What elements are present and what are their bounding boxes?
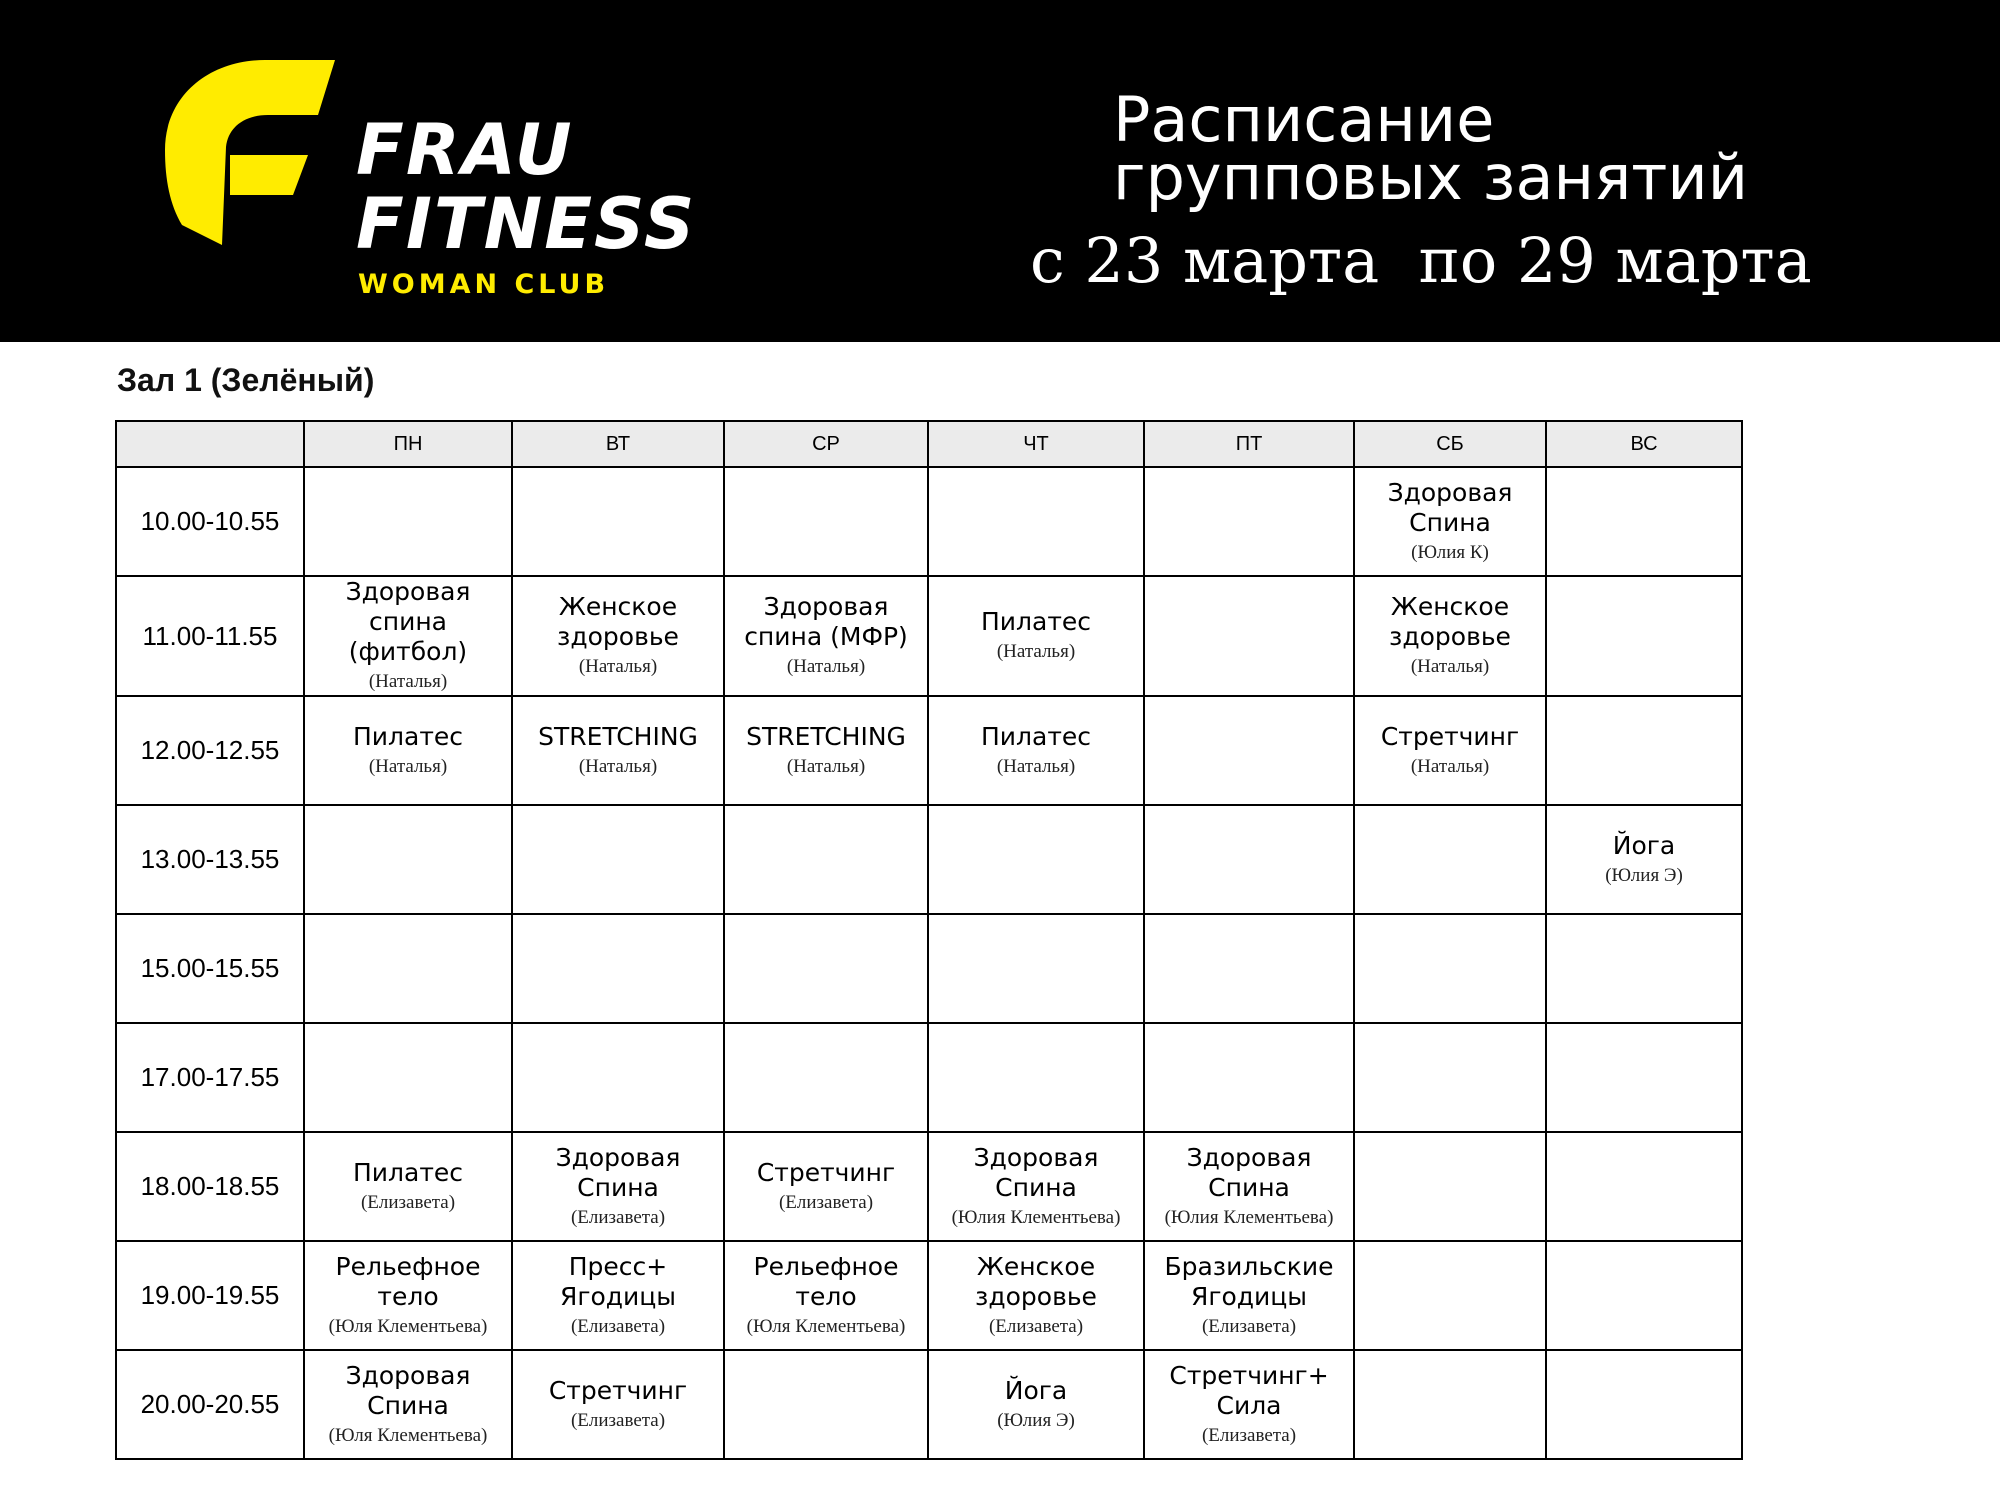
class-cell <box>304 1023 512 1132</box>
class-cell <box>928 1023 1144 1132</box>
day-header: ВС <box>1546 421 1742 467</box>
day-header: СР <box>724 421 928 467</box>
class-name: Здоровая Спина <box>345 1360 471 1420</box>
class-name: Стретчинг <box>548 1375 688 1405</box>
class-name: Здоровая Спина <box>1387 477 1513 537</box>
class-name: Йога <box>1004 1375 1068 1405</box>
time-slot: 10.00-10.55 <box>116 467 304 576</box>
header-row <box>116 421 1742 467</box>
class-cell <box>1354 1132 1546 1241</box>
table-row <box>116 1241 1742 1350</box>
class-cell <box>928 1132 1144 1241</box>
table-row <box>116 696 1742 805</box>
class-name: STRETCHING <box>538 721 698 751</box>
class-name: Стретчинг+ Сила <box>1169 1360 1329 1420</box>
class-cell <box>1354 805 1546 914</box>
class-cell <box>304 696 512 805</box>
class-cell <box>724 576 928 696</box>
schedule-title-line2: групповых занятий <box>1113 141 1749 214</box>
class-cell <box>724 1350 928 1459</box>
class-name: Женское здоровье <box>1389 592 1511 651</box>
schedule-table <box>115 420 1743 1460</box>
class-cell <box>724 1132 928 1241</box>
class-teacher: (Наталья) <box>996 755 1076 777</box>
class-teacher: (Елизавета) <box>1201 1424 1297 1446</box>
class-cell <box>928 576 1144 696</box>
class-cell <box>1546 805 1742 914</box>
class-cell <box>1144 805 1354 914</box>
schedule-dates: с 23 марта по 29 марта <box>1030 224 1812 297</box>
class-teacher: (Юля Клементьева) <box>328 1315 488 1337</box>
brand-tagline: WOMAN CLUB <box>358 269 610 300</box>
class-teacher: (Елизавета) <box>570 1206 666 1228</box>
class-cell <box>512 805 724 914</box>
class-teacher: (Юлия Э) <box>1605 864 1683 886</box>
time-slot: 18.00-18.55 <box>116 1132 304 1241</box>
class-teacher: (Наталья) <box>368 755 448 777</box>
class-cell <box>1354 914 1546 1023</box>
time-slot: 17.00-17.55 <box>116 1023 304 1132</box>
class-teacher: (Елизавета) <box>1201 1315 1297 1337</box>
time-slot: 13.00-13.55 <box>116 805 304 914</box>
class-name: Пилатес <box>980 607 1092 636</box>
class-cell <box>512 696 724 805</box>
class-cell <box>1546 576 1742 696</box>
day-header: ПН <box>304 421 512 467</box>
class-cell <box>512 1350 724 1459</box>
class-teacher: (Юлия Клементьева) <box>951 1206 1121 1228</box>
class-name: Здоровая Спина <box>555 1142 681 1202</box>
class-teacher: (Елизавета) <box>570 1409 666 1431</box>
class-name: Пилатес <box>352 1157 464 1187</box>
class-name: Рельефное тело <box>753 1251 899 1311</box>
class-cell <box>1144 467 1354 576</box>
class-cell <box>512 467 724 576</box>
class-name: STRETCHING <box>746 721 906 751</box>
class-teacher: (Наталья) <box>368 671 448 692</box>
class-name: Пресс+ Ягодицы <box>559 1251 677 1311</box>
class-name: Стретчинг <box>756 1157 896 1187</box>
class-cell <box>1546 1241 1742 1350</box>
class-teacher: (Юлия К) <box>1411 541 1489 563</box>
class-cell <box>304 805 512 914</box>
schedule-body <box>116 467 1742 1459</box>
class-cell <box>1354 576 1546 696</box>
class-name: Йога <box>1612 830 1676 860</box>
brand-logo <box>160 55 780 305</box>
class-name: Здоровая спина (фитбол) <box>345 577 471 666</box>
time-slot: 19.00-19.55 <box>116 1241 304 1350</box>
time-slot: 20.00-20.55 <box>116 1350 304 1459</box>
table-row <box>116 914 1742 1023</box>
class-cell <box>1546 696 1742 805</box>
class-cell <box>1354 1350 1546 1459</box>
class-name: Здоровая Спина <box>1186 1142 1312 1202</box>
class-name: Здоровая спина (МФР) <box>744 592 908 651</box>
class-cell <box>304 467 512 576</box>
day-header: ВТ <box>512 421 724 467</box>
time-slot: 15.00-15.55 <box>116 914 304 1023</box>
class-teacher: (Юля Клементьева) <box>746 1315 906 1337</box>
table-row <box>116 467 1742 576</box>
class-teacher: (Наталья) <box>996 641 1076 662</box>
class-cell <box>724 467 928 576</box>
class-cell <box>928 914 1144 1023</box>
table-row <box>116 1350 1742 1459</box>
class-cell <box>1354 467 1546 576</box>
class-cell <box>1144 914 1354 1023</box>
class-cell <box>1354 1241 1546 1350</box>
class-name: Бразильские Ягодицы <box>1164 1251 1334 1311</box>
table-row <box>116 576 1742 696</box>
class-teacher: (Наталья) <box>786 656 866 677</box>
day-header: ПТ <box>1144 421 1354 467</box>
brand-name-line1: FRAU <box>356 109 574 191</box>
class-cell <box>724 914 928 1023</box>
class-cell <box>512 576 724 696</box>
class-teacher: (Юля Клементьева) <box>328 1424 488 1446</box>
class-name: Здоровая Спина <box>973 1142 1099 1202</box>
class-teacher: (Наталья) <box>578 656 658 677</box>
class-cell <box>1546 467 1742 576</box>
corner-cell <box>116 421 304 467</box>
table-row <box>116 1023 1742 1132</box>
class-cell <box>304 1350 512 1459</box>
table-row <box>116 1132 1742 1241</box>
class-cell <box>928 696 1144 805</box>
class-teacher: (Елизавета) <box>570 1315 666 1337</box>
class-cell <box>724 1023 928 1132</box>
day-header: СБ <box>1354 421 1546 467</box>
class-cell <box>304 1241 512 1350</box>
class-cell <box>512 1023 724 1132</box>
class-cell <box>1144 1350 1354 1459</box>
class-cell <box>928 1241 1144 1350</box>
class-cell <box>1144 1132 1354 1241</box>
class-teacher: (Юлия Э) <box>997 1409 1075 1431</box>
class-cell <box>1546 914 1742 1023</box>
hall-title: Зал 1 (Зелёный) <box>117 362 375 398</box>
class-cell <box>512 914 724 1023</box>
class-cell <box>724 805 928 914</box>
class-cell <box>304 576 512 696</box>
class-cell <box>928 467 1144 576</box>
schedule-title-line1: Расписание <box>1113 83 1495 156</box>
class-cell <box>724 1241 928 1350</box>
class-cell <box>1546 1132 1742 1241</box>
class-teacher: (Наталья) <box>1410 755 1490 777</box>
class-name: Женское здоровье <box>975 1251 1097 1311</box>
class-cell <box>1144 696 1354 805</box>
class-cell <box>304 1132 512 1241</box>
class-name: Рельефное тело <box>335 1251 481 1311</box>
class-cell <box>512 1132 724 1241</box>
class-teacher: (Елизавета) <box>360 1191 456 1213</box>
class-cell <box>1546 1023 1742 1132</box>
class-cell <box>1354 696 1546 805</box>
brand-name-line2: FITNESS <box>356 183 697 265</box>
class-cell <box>928 805 1144 914</box>
frau-f-logo-icon <box>160 55 340 245</box>
class-name: Пилатес <box>352 721 464 751</box>
class-name: Женское здоровье <box>557 592 679 651</box>
table-row <box>116 805 1742 914</box>
class-cell <box>1144 576 1354 696</box>
time-slot: 12.00-12.55 <box>116 696 304 805</box>
day-header: ЧТ <box>928 421 1144 467</box>
class-teacher: (Наталья) <box>578 755 658 777</box>
class-cell <box>512 1241 724 1350</box>
class-teacher: (Елизавета) <box>988 1315 1084 1337</box>
class-name: Пилатес <box>980 721 1092 751</box>
class-teacher: (Юлия Клементьева) <box>1164 1206 1334 1228</box>
class-teacher: (Наталья) <box>1410 656 1490 677</box>
time-slot: 11.00-11.55 <box>116 576 304 696</box>
class-teacher: (Елизавета) <box>778 1191 874 1213</box>
class-name: Стретчинг <box>1380 721 1520 751</box>
class-teacher: (Наталья) <box>786 755 866 777</box>
class-cell <box>1546 1350 1742 1459</box>
class-cell <box>304 914 512 1023</box>
header-banner <box>0 0 2000 342</box>
class-cell <box>1144 1023 1354 1132</box>
class-cell <box>1354 1023 1546 1132</box>
class-cell <box>928 1350 1144 1459</box>
class-cell <box>1144 1241 1354 1350</box>
class-cell <box>724 696 928 805</box>
